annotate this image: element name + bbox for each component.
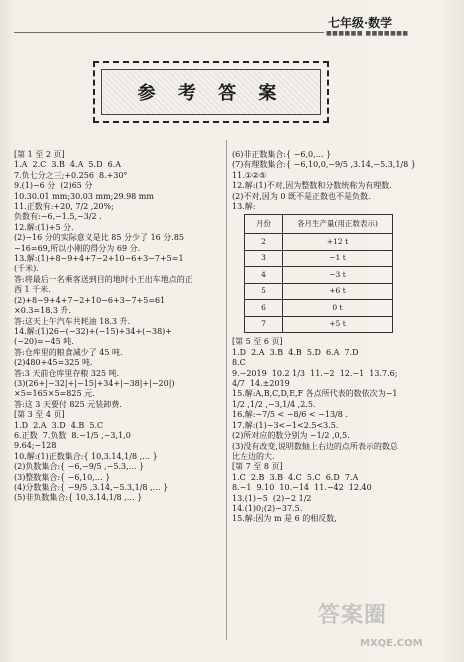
answer-line: 16.解:−7/5 < −8/6 < −13/8 . [232, 410, 348, 420]
answer-line: 答:这天上午汽车共耗油 18.3 升. [14, 316, 131, 326]
table-row [245, 267, 393, 284]
table-cell: −3 t [283, 267, 393, 284]
answer-line: (6)非正数集合:{ −6,0,… } [232, 150, 332, 159]
answer-line: [第 1 至 2 页] [14, 150, 65, 159]
title-frame [93, 61, 329, 123]
answer-line: 11.正数有:+20, 7/2 ,20%; [14, 202, 114, 212]
answer-line: [第 3 至 4 页] [14, 410, 65, 420]
answer-line: 4/7 14.±2019 [232, 379, 290, 389]
answer-line: 答:将最后一名乘客送到目的地时小王出车地点的正 [14, 274, 193, 284]
table-cell: 6 [245, 300, 283, 317]
header-rule [14, 32, 324, 33]
answer-line: 13.(1)−5 (2)−2 1/2 [232, 493, 312, 503]
answer-line: 6.正数 7.负数 8.−1/5 ,−3,1,0 [14, 430, 131, 440]
answer-line: 1.D 2.A 3.B 4.B 5.D 6.A 7.D [232, 347, 359, 357]
answer-line: (2)−16 分的实际意义是比 85 分少了 16 分.85 [14, 233, 185, 243]
table-row [245, 316, 393, 333]
answer-line: 14.(1)0;(2)−37.5. [232, 503, 303, 513]
page-title: 参 考 答 案 [137, 83, 285, 104]
answer-line: 答:这 3 天要付 825 元装卸费. [14, 399, 122, 409]
answer-line: (3)(26+|−32|+|−15|+34+|−38|+|−20|) [14, 378, 175, 388]
answer-line: (2)+8−9+4+7−2+10−6+3−7+5=61 [14, 295, 166, 305]
answer-line: 14.解:(1)26−(−32)+(−15)+34+(−38)+ [14, 326, 172, 336]
answer-line: (3)没有改变,说明数轴上右边的点所表示的数总 [232, 441, 398, 451]
answer-line: 西 1 千米. [14, 285, 51, 295]
answer-line: −16=69,所以小刚的得分为 69 分. [14, 243, 141, 253]
table-cell: 5 [245, 283, 283, 300]
answer-line: 负数有:−6,−1.5,−3/2 . [14, 212, 102, 222]
page-header-title: 七年级·数学 [328, 16, 393, 30]
answer-line: (3)整数集合:{ −6,10,… } [14, 472, 111, 482]
answer-line: 9.−2019 10.2 1/3 11.−2 12.−1 13.7.6; [232, 368, 398, 378]
column-divider [226, 140, 227, 640]
answer-line: 13.解:(1)+8−9+4+7−2+10−6+3−7+5=1 [14, 254, 184, 264]
answer-line: 7.负七分之三;+0.256 8.+30° [14, 170, 128, 180]
answer-line: (2)不对,因为 0 既不是正数也不是负数. [232, 191, 371, 201]
table-header-cell: 各月生产量(用正数表示) [283, 215, 393, 234]
answer-line: 答:仓库里的粮食减少了 45 吨. [14, 347, 123, 357]
table-cell: 7 [245, 316, 283, 333]
answer-line: (7)有理数集合:{ −6,10,0,−9/5 ,3.14,−5.3,1/8 } [232, 160, 416, 170]
answer-line: 10.解:(1)正数集合:{ 10,3.14,1/8 ,… } [14, 451, 158, 461]
header-dots: ■■■■■■ ■■■■■■■ [326, 30, 409, 37]
answer-line: (4)分数集合:{ −9/5 ,3.14,−5.3,1/8 ,… } [14, 483, 169, 492]
answer-line: 12.解:(1)+5 分. [14, 222, 74, 232]
answer-line: (千米). [14, 264, 39, 274]
table-cell: +12 t [283, 234, 393, 251]
right-column [232, 150, 452, 525]
answer-line: 1.C 2.B 3.B 4.C 5.C 6.D 7.A [232, 472, 359, 482]
answer-line: (−20)=−45 吨. [14, 337, 74, 347]
table-header-row [245, 215, 393, 234]
answer-line: 15.解:A,B,C,D,E,F 各点所代表的数依次为−1 [232, 389, 398, 399]
answer-line: 9.(1)−6 分 (2)65 分 [14, 181, 93, 191]
answer-line: 9.64;−128 [14, 441, 57, 451]
answer-line: 12.解:(1)不对,因为整数和分数统称为有理数. [232, 181, 392, 191]
table-cell: 4 [245, 267, 283, 284]
table-cell: −1 t [283, 250, 393, 267]
answer-line: 10.30.01 mm;30.03 mm;29.98 mm [14, 191, 154, 201]
table-row [245, 283, 393, 300]
answer-line: ×0.3=18.3 升. [14, 306, 72, 316]
table-cell: 2 [245, 234, 283, 251]
table-cell: 3 [245, 250, 283, 267]
answer-line: [第 5 至 6 页] [232, 337, 283, 347]
answer-line: 答:3 天前仓库里存粮 325 吨. [14, 368, 120, 378]
table-cell: +6 t [283, 283, 393, 300]
title-panel [101, 69, 321, 115]
answer-line: 13.解: [232, 202, 256, 212]
answer-line: ×5=165×5=825 元. [14, 389, 95, 399]
answer-line: 15.解:因为 m 是 6 的相反数, [232, 514, 337, 524]
table-row [245, 234, 393, 251]
answer-line: (2)所对应的数分别为 −1/2 ,0,5. [232, 431, 350, 441]
answer-line: (2)480+45=325 吨. [14, 358, 93, 368]
answer-line: 1/2 ,1/2 ,−3,1/4 ,2.5. [232, 399, 316, 409]
answer-line: 11.①②⑤ [232, 170, 267, 180]
production-table [244, 214, 393, 333]
watermark-logo: 答案圈 [318, 602, 388, 628]
table-cell: +5 t [283, 316, 393, 333]
answer-line: (2)负数集合:{ −6,−9/5 ,−5.3,… } [14, 462, 145, 472]
table-header-cell: 月份 [245, 215, 283, 234]
answer-line: (5)非负数集合:{ 10,3.14,1/8 ,… } [14, 493, 143, 503]
table-row [245, 300, 393, 317]
answer-line: 17.解:(1)−3<−1<2.5<3.5. [232, 420, 339, 430]
answer-line: [第 7 至 8 页] [232, 462, 283, 472]
answer-line: 8.C [232, 358, 246, 368]
left-column [14, 150, 224, 504]
table-row [245, 250, 393, 267]
answer-line: 1.D 2.A 3.D 4.B 5.C [14, 420, 104, 430]
watermark-url: MXQE.COM [360, 638, 423, 649]
answer-line: 比左边的大. [232, 451, 275, 461]
answer-line: 1.A 2.C 3.B 4.A 5.D 6.A [14, 160, 121, 170]
table-cell: 0 t [283, 300, 393, 317]
answer-line: 8.−1 9.10 10.−14 11.−42 12.40 [232, 483, 372, 493]
